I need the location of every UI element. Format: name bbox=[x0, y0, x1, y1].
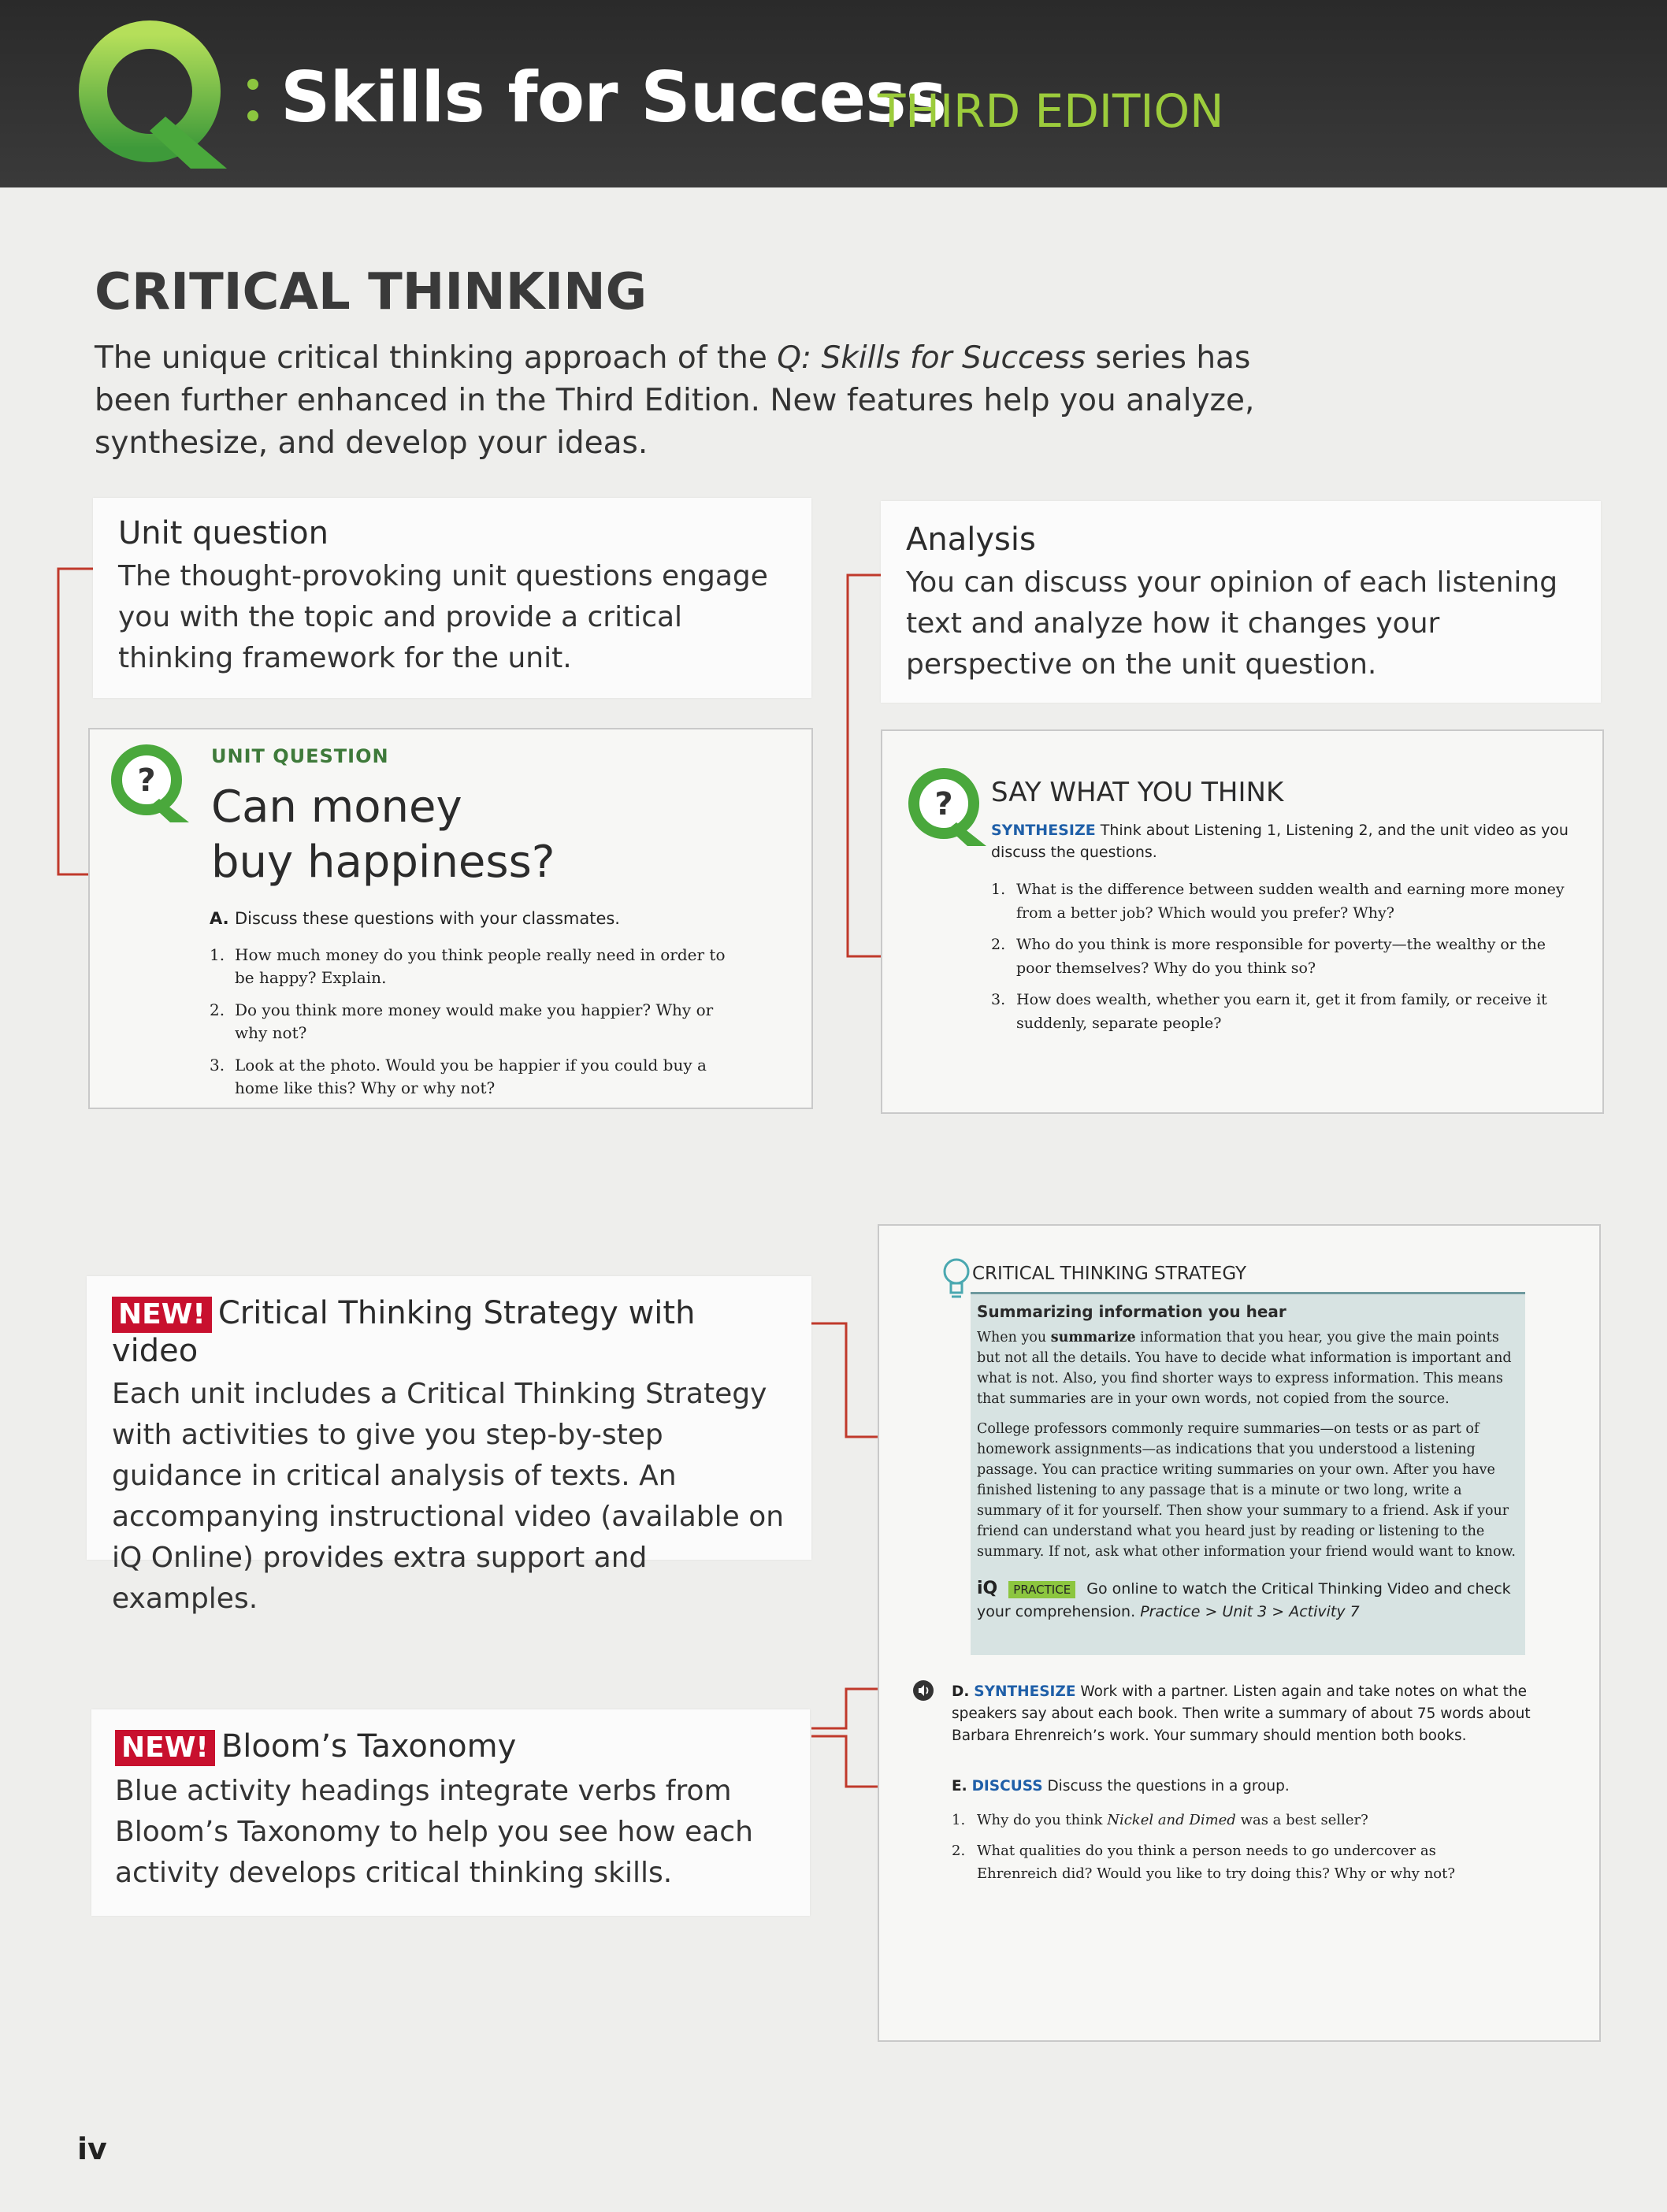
practice-text: Go online to watch the Critical Thinking Video and check your comprehension. bbox=[977, 1580, 1511, 1620]
item-number: 2. bbox=[952, 1843, 966, 1859]
unit-question-label: UNIT QUESTION bbox=[211, 745, 389, 767]
say-what-instruction bbox=[991, 819, 1574, 863]
strategy-paragraph-2: College professors commonly require summaries—on tests or as part of homework assignments—as indications that you understood a listening passage. You can practice writing summaries on your own. After you have finished listening to any passage that is a minute or two long, write a summary of it for yourself. Then show your summary to a friend. Ask if your friend can understand what you heard just by reading or listening to the summary. If not, ask what other information your friend would want to know. bbox=[977, 1421, 1516, 1560]
item-text: was a best seller? bbox=[1235, 1812, 1368, 1828]
callout-cts-video-title-text: Critical Thinking Strategy with video bbox=[112, 1295, 696, 1369]
callout-bloom-title bbox=[115, 1728, 786, 1766]
question-icon bbox=[110, 744, 189, 822]
callout-unit-question-title: Unit question bbox=[118, 515, 329, 551]
activity-e bbox=[952, 1776, 1535, 1798]
list-item bbox=[210, 999, 730, 1045]
callout-unit-question-body: The thought-provoking unit questions engage you with the topic and provide a critical thinking framework for the unit. bbox=[118, 560, 768, 674]
item-text: How much money do you think people really need in order to be happy? Explain. bbox=[235, 945, 726, 987]
intro-text-1: The unique critical thinking approach of the bbox=[95, 340, 778, 376]
callout-analysis bbox=[881, 501, 1601, 703]
item-number: 1. bbox=[991, 881, 1006, 898]
activity-letter-d: D. bbox=[952, 1683, 970, 1700]
activity-letter-e: E. bbox=[952, 1778, 967, 1794]
item-number: 3. bbox=[991, 991, 1006, 1008]
unit-question-line-2: buy happiness? bbox=[211, 837, 555, 888]
unit-question-panel bbox=[88, 728, 813, 1109]
synthesize-tag: SYNTHESIZE bbox=[991, 822, 1096, 839]
callout-cts-video-body: Each unit includes a Critical Thinking Strategy with activities to give you step-by-step guidance in critical analysis of texts. An accompanying instructional video (available on iQ Online) provides extra support and examples. bbox=[112, 1378, 785, 1615]
header-band bbox=[0, 0, 1667, 187]
strategy-box bbox=[971, 1292, 1525, 1655]
unit-question-line-1: Can money bbox=[211, 781, 462, 833]
book-title: Nickel and Dimed bbox=[1107, 1812, 1236, 1828]
unit-question-heading bbox=[211, 780, 555, 890]
list-item bbox=[210, 1054, 730, 1100]
intro-paragraph bbox=[95, 337, 1292, 465]
item-number: 1. bbox=[210, 945, 225, 964]
strategy-panel bbox=[878, 1224, 1601, 2042]
unit-question-instruction bbox=[210, 909, 620, 928]
callout-bloom-title-text: Bloom’s Taxonomy bbox=[221, 1728, 517, 1765]
callout-bloom bbox=[91, 1709, 810, 1916]
colon-dot-top bbox=[247, 79, 258, 90]
intro-text-2: series has been further enhanced in the Third Edition. New features help you analyze, synthesize, and develop your ideas. bbox=[95, 340, 1255, 461]
list-item bbox=[952, 1839, 1519, 1885]
item-text: Why do you think bbox=[977, 1812, 1108, 1828]
strategy-title: CRITICAL THINKING STRATEGY bbox=[972, 1264, 1247, 1284]
iq-logo: iQ bbox=[977, 1579, 998, 1598]
practice-path-link[interactable]: Practice > Unit 3 > Activity 7 bbox=[1140, 1603, 1360, 1620]
say-what-instruction-text: Think about Listening 1, Listening 2, and the unit video as you discuss the questions. bbox=[991, 822, 1569, 861]
say-what-you-think-panel bbox=[881, 729, 1604, 1114]
activity-letter-a: A. bbox=[210, 909, 229, 928]
page-title: CRITICAL THINKING bbox=[95, 263, 648, 321]
strategy-paragraph-1 bbox=[977, 1327, 1517, 1409]
activity-e-list bbox=[952, 1809, 1519, 1885]
practice-badge[interactable]: PRACTICE bbox=[1008, 1581, 1075, 1598]
item-text: How does wealth, whether you earn it, get it from family, or receive it suddenly, separate people? bbox=[1016, 991, 1547, 1032]
new-badge: NEW! bbox=[115, 1730, 215, 1766]
activity-a-text: Discuss these questions with your classmates. bbox=[234, 909, 620, 928]
activity-d-text: Work with a partner. Listen again and take notes on what the speakers say about each book. Then write a summary of about 75 words about Barbara Ehrenreich’s work. Your summary should mention both books. bbox=[952, 1683, 1531, 1744]
audio-icon[interactable] bbox=[912, 1679, 934, 1702]
callout-analysis-title: Analysis bbox=[906, 521, 1036, 558]
item-text: What is the difference between sudden wealth and earning more money from a better job? Which would you prefer? Why? bbox=[1016, 881, 1565, 922]
intro-series-name: Q: Skills for Success bbox=[777, 340, 1086, 376]
synthesize-tag: SYNTHESIZE bbox=[974, 1683, 1076, 1700]
list-item bbox=[991, 933, 1574, 980]
item-text: Look at the photo. Would you be happier if you could buy a home like this? Why or why not? bbox=[235, 1056, 707, 1097]
svg-text:?: ? bbox=[934, 786, 953, 822]
say-what-title: SAY WHAT YOU THINK bbox=[991, 777, 1284, 808]
strategy-p1-before: When you bbox=[977, 1330, 1051, 1345]
practice-line bbox=[977, 1578, 1517, 1623]
callout-cts-video bbox=[87, 1276, 811, 1615]
item-text: Do you think more money would make you happier? Why or why not? bbox=[235, 1000, 714, 1042]
activity-e-text: Discuss the questions in a group. bbox=[1047, 1778, 1290, 1794]
series-title: Skills for Success bbox=[280, 57, 946, 138]
strategy-p1-bold: summarize bbox=[1050, 1330, 1136, 1345]
list-item bbox=[991, 878, 1574, 925]
new-badge: NEW! bbox=[112, 1297, 212, 1333]
svg-text:?: ? bbox=[137, 763, 156, 799]
question-icon bbox=[908, 767, 986, 846]
discuss-tag: DISCUSS bbox=[971, 1778, 1043, 1794]
callout-bloom-body: Blue activity headings integrate verbs from Bloom’s Taxonomy to help you see how each activity develops critical thinking skills. bbox=[115, 1775, 753, 1889]
page-number: iv bbox=[77, 2132, 107, 2166]
colon-dot-bottom bbox=[247, 110, 258, 121]
list-item bbox=[952, 1809, 1519, 1832]
edition-label: THIRD EDITION bbox=[878, 84, 1224, 138]
strategy-p1-after: information that you hear, you give the main points but not all the details. You have to decide what information is important and what is not. Also, you find shorter ways to express information. This means that summaries are in your own words, not copied from the source. bbox=[977, 1330, 1512, 1407]
q-logo-icon bbox=[72, 16, 243, 170]
say-what-list bbox=[991, 878, 1574, 1035]
callout-analysis-body: You can discuss your opinion of each listening text and analyze how it changes your perspective on the unit question. bbox=[906, 566, 1558, 681]
item-number: 3. bbox=[210, 1056, 225, 1074]
item-text: Who do you think is more responsible for poverty—the wealthy or the poor themselves? Why do you think so? bbox=[1016, 936, 1546, 977]
callout-cts-video-title bbox=[112, 1295, 788, 1369]
activity-d bbox=[952, 1681, 1535, 1747]
item-number: 2. bbox=[991, 936, 1006, 953]
callout-unit-question bbox=[93, 498, 811, 698]
list-item bbox=[991, 988, 1574, 1035]
strategy-subtitle: Summarizing information you hear bbox=[977, 1302, 1286, 1321]
lightbulb-icon bbox=[941, 1257, 972, 1301]
item-number: 2. bbox=[210, 1000, 225, 1019]
unit-question-list bbox=[210, 944, 730, 1100]
list-item bbox=[210, 944, 730, 989]
item-text: What qualities do you think a person needs to go undercover as Ehrenreich did? Would you like to try doing this? Why or why not? bbox=[977, 1843, 1456, 1882]
item-number: 1. bbox=[952, 1812, 966, 1828]
